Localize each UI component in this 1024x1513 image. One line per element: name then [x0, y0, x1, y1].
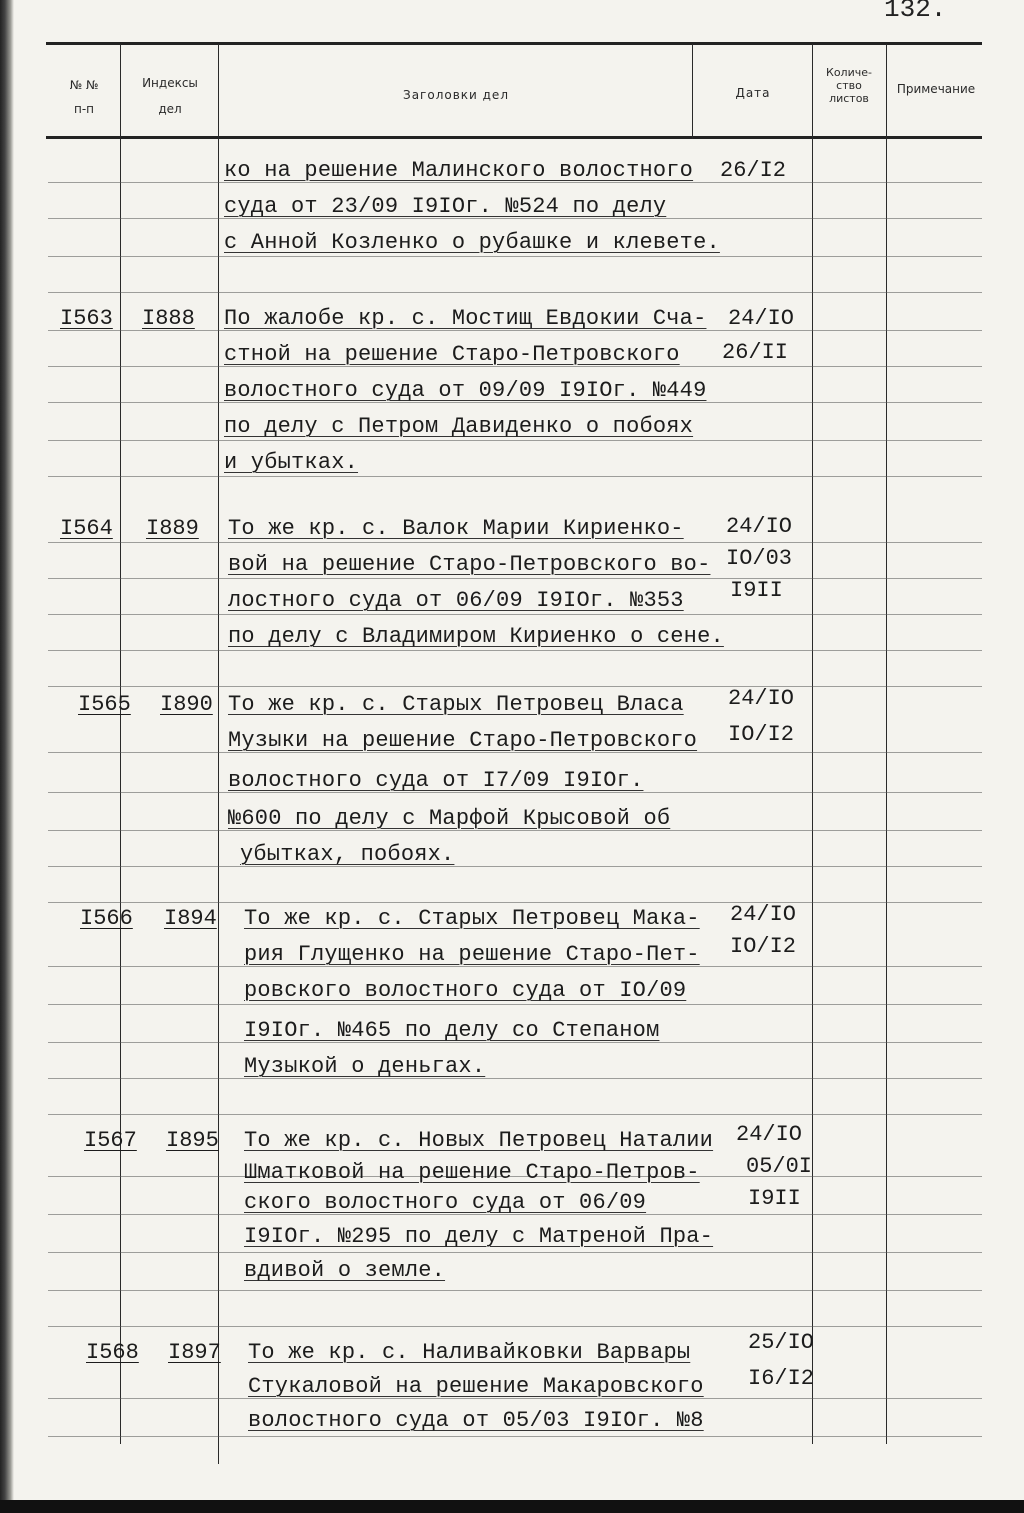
- entry-date: 24/IО: [736, 1122, 803, 1147]
- entry-title-line: То же кр. с. Новых Петровец Наталии: [244, 1128, 714, 1153]
- header-col-note: Примечание: [896, 82, 976, 96]
- continuation-line: суда от 23/09 I9IОг. №524 по делу: [224, 194, 667, 219]
- ruled-line: [48, 1326, 982, 1327]
- entry-no: I564: [60, 516, 113, 541]
- ruled-line: [48, 866, 982, 867]
- entry-date: 24/IО: [728, 306, 795, 331]
- header-col-index: Индексы дел: [142, 76, 198, 116]
- entry-title-line: рия Глущенко на решение Старо-Пет-: [244, 942, 700, 967]
- page-number: 132.: [884, 0, 947, 24]
- entry-date: 24/IО: [726, 514, 793, 539]
- entry-index: I895: [166, 1128, 219, 1153]
- entry-title-line: I9IОг. №465 по делу со Степаном: [244, 1018, 660, 1043]
- ruled-line: [48, 650, 982, 651]
- entry-title-line: То же кр. с. Наливайковки Варвары: [248, 1340, 691, 1365]
- entry-title-line: и убытках.: [224, 450, 359, 475]
- ruled-line: [48, 440, 982, 441]
- ruled-line: [48, 292, 982, 293]
- continuation-line: ко на решение Малинского волостного: [224, 158, 694, 183]
- ruled-line: [48, 1290, 982, 1291]
- entry-index: I894: [164, 906, 217, 931]
- entry-date: I6/I2: [748, 1366, 815, 1391]
- entry-no: I567: [84, 1128, 137, 1153]
- header-col-title: Заголовки дел: [403, 88, 509, 102]
- entry-index: I897: [168, 1340, 221, 1365]
- entry-no: I568: [86, 1340, 139, 1365]
- table-top-border: [46, 42, 982, 45]
- entry-no: I566: [80, 906, 133, 931]
- ruled-line: [48, 614, 982, 615]
- ruled-line: [48, 1004, 982, 1005]
- entry-title-line: ского волостного суда от 06/09: [244, 1190, 647, 1215]
- ruled-line: [48, 578, 982, 579]
- entry-date: 24/IО: [730, 902, 797, 927]
- entry-index: I889: [146, 516, 199, 541]
- header-bottom-border: [46, 136, 982, 139]
- entry-no: I565: [78, 692, 131, 717]
- ruled-line: [48, 1252, 982, 1253]
- entry-title-line: То же кр. с. Старых Петровец Власа: [228, 692, 684, 717]
- entry-title-line: Стукаловой на решение Макаровского: [248, 1374, 704, 1399]
- entry-date: I9II: [748, 1186, 801, 1211]
- entry-title-line: по делу с Владимиром Кириенко о сене.: [228, 624, 724, 649]
- ruled-line: [48, 1078, 982, 1079]
- continuation-date: 26/I2: [720, 158, 787, 183]
- entry-title-line: волостного суда от 05/03 I9IОг. №8: [248, 1408, 704, 1433]
- entry-title-line: вдивой о земле.: [244, 1258, 446, 1283]
- entry-index: I890: [160, 692, 213, 717]
- entry-title-line: ровского волостного суда от IО/09: [244, 978, 687, 1003]
- continuation-line: с Анной Козленко о рубашке и клевете.: [224, 230, 720, 255]
- entry-title-line: вой на решение Старо-Петровского во-: [228, 552, 711, 577]
- entry-title-line: I9IОг. №295 по делу с Матреной Пра-: [244, 1224, 714, 1249]
- entry-date: 25/IО: [748, 1330, 815, 1355]
- col-divider-4: [812, 44, 813, 1444]
- entry-date: IО/I2: [730, 934, 797, 959]
- entry-date: 26/II: [722, 340, 789, 365]
- entry-title-line: Музыкой о деньгах.: [244, 1054, 486, 1079]
- entry-no: I563: [60, 306, 113, 331]
- paper-torn-edge: [0, 0, 14, 1513]
- col-divider-3: [692, 44, 693, 139]
- entry-title-line: волостного суда от 09/09 I9IОг. №449: [224, 378, 707, 403]
- ruled-line: [48, 256, 982, 257]
- header-col-date: Дата: [735, 86, 771, 100]
- ruled-line: [48, 542, 982, 543]
- ruled-line: [48, 476, 982, 477]
- entry-date: I9II: [730, 578, 783, 603]
- col-divider-1: [120, 44, 121, 1444]
- entry-title-line: убытках, побоях.: [240, 842, 455, 867]
- entry-title-line: Музыки на решение Старо-Петровского: [228, 728, 698, 753]
- entry-title-line: лостного суда от 06/09 I9IОг. №353: [228, 588, 684, 613]
- header-col-count: Количе- ство листов: [826, 66, 872, 105]
- entry-title-line: То же кр. с. Старых Петровец Мака-: [244, 906, 700, 931]
- entry-title-line: По жалобе кр. с. Мостищ Евдокии Сча-: [224, 306, 707, 331]
- entry-date: IО/I2: [728, 722, 795, 747]
- header-col-no: № № п-п: [69, 78, 99, 116]
- ruled-line: [48, 1114, 982, 1115]
- entry-date: 05/0I: [746, 1154, 813, 1179]
- entry-title-line: То же кр. с. Валок Марии Кириенко-: [228, 516, 684, 541]
- entry-title-line: волостного суда от I7/09 I9IОг.: [228, 768, 644, 793]
- entry-title-line: по делу с Петром Давиденко о побоях: [224, 414, 694, 439]
- entry-title-line: стной на решение Старо-Петровского: [224, 342, 680, 367]
- ruled-line: [48, 686, 982, 687]
- ruled-line: [48, 902, 982, 903]
- ruled-line: [48, 1436, 982, 1437]
- entry-index: I888: [142, 306, 195, 331]
- entry-title-line: Шматковой на решение Старо-Петров-: [244, 1160, 700, 1185]
- entry-title-line: №600 по делу с Марфой Крысовой об: [228, 806, 671, 831]
- scan-bottom-edge: [0, 1500, 1024, 1513]
- col-divider-5: [886, 44, 887, 1444]
- col-divider-2: [218, 44, 219, 1464]
- entry-date: 24/IО: [728, 686, 795, 711]
- entry-date: IО/03: [726, 546, 793, 571]
